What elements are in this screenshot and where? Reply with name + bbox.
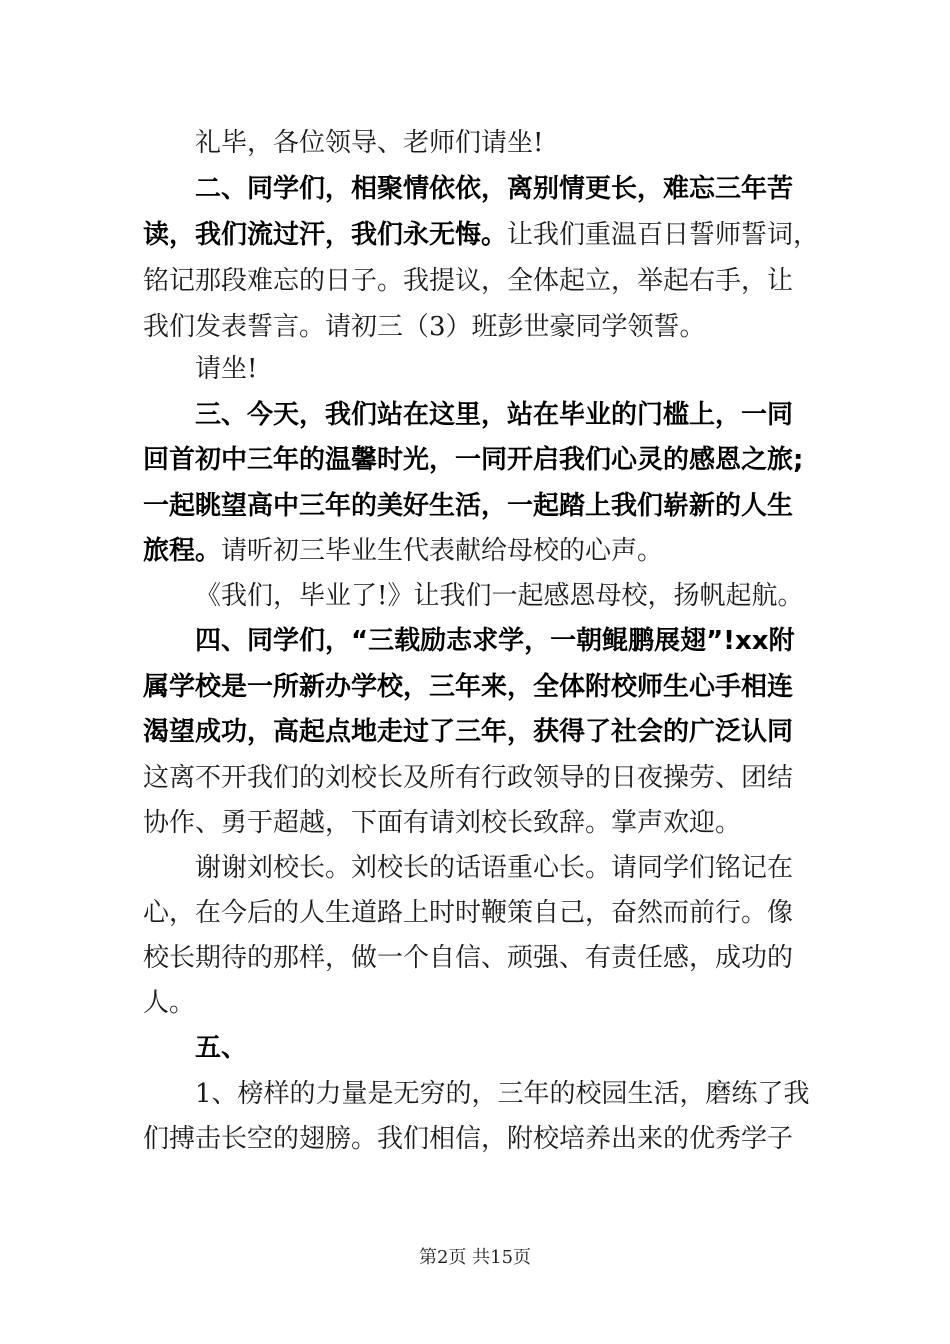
text-line bbox=[195, 171, 793, 207]
text-line bbox=[195, 623, 795, 659]
text-line bbox=[195, 850, 793, 886]
text-line bbox=[143, 1121, 793, 1157]
text-line bbox=[195, 1076, 810, 1112]
text-line bbox=[143, 669, 793, 705]
regular-text: 这离不开我们的刘校长及所有行政领导的日夜操劳、团结 bbox=[143, 763, 794, 793]
page-number-footer: 第2页 共15页 bbox=[418, 1247, 532, 1268]
bold-text: 旅程。 bbox=[143, 536, 222, 566]
regular-text: 礼毕，各位领导、老师们请坐! bbox=[195, 128, 544, 158]
regular-text: 人。 bbox=[143, 988, 196, 1018]
text-line bbox=[143, 309, 706, 345]
regular-text: 请坐! bbox=[195, 354, 258, 384]
bold-text: 回首初中三年的温馨时光，一同开启我们心灵的感恩之旅; bbox=[143, 445, 804, 475]
text-line bbox=[143, 895, 793, 931]
text-line bbox=[143, 985, 195, 1021]
text-line bbox=[143, 533, 663, 569]
text-line bbox=[143, 488, 793, 524]
text-line bbox=[143, 217, 819, 253]
regular-text: 我们发表誓言。请初三（3）班彭世豪同学领誓。 bbox=[143, 312, 706, 342]
bold-text: 三、今天，我们站在这里，站在毕业的门槛上，一同 bbox=[195, 400, 794, 430]
text-line bbox=[143, 263, 793, 299]
regular-text: 《我们，毕业了!》让我们一起感恩母校，扬帆起航。 bbox=[195, 581, 804, 611]
bold-text: 渴望成功，高起点地走过了三年，获得了社会的广泛认同 bbox=[143, 717, 794, 747]
text-line bbox=[195, 125, 543, 161]
regular-text: 谢谢刘校长。刘校长的话语重心长。请同学们铭记在 bbox=[195, 853, 794, 883]
regular-text: 心，在今后的人生道路上时时鞭策自己，奋然而前行。像 bbox=[143, 898, 794, 928]
text-line bbox=[143, 714, 793, 750]
bold-text: 二、同学们，相聚情依依，离别情更长，难忘三年苦 bbox=[195, 174, 794, 204]
text-line bbox=[143, 805, 741, 841]
text-line bbox=[195, 578, 803, 614]
regular-text: 们搏击长空的翅膀。我们相信，附校培养出来的优秀学子 bbox=[143, 1124, 794, 1154]
bold-text: 属学校是一所新办学校，三年来，全体附校师生心手相连 bbox=[143, 672, 794, 702]
bold-text: 读，我们流过汗，我们永无悔。 bbox=[143, 220, 508, 250]
text-line bbox=[195, 397, 793, 433]
bold-text: 一起眺望高中三年的美好生活，一起踏上我们崭新的人生 bbox=[143, 491, 794, 521]
regular-text: 请听初三毕业生代表献给母校的心声。 bbox=[221, 536, 664, 566]
text-line bbox=[143, 442, 803, 478]
text-line bbox=[143, 940, 793, 976]
bold-text: 五、 bbox=[195, 1033, 248, 1063]
regular-text: 让我们重温百日誓师誓词， bbox=[507, 220, 820, 250]
regular-text: 铭记那段难忘的日子。我提议，全体起立，举起右手，让 bbox=[143, 266, 794, 296]
regular-text: 校长期待的那样，做一个自信、顽强、有责任感，成功的 bbox=[143, 943, 794, 973]
regular-text: 1、榜样的力量是无穷的，三年的校园生活，磨练了我 bbox=[195, 1079, 810, 1109]
text-line bbox=[195, 1030, 247, 1066]
bold-text: 四、同学们，“三载励志求学，一朝鲲鹏展翅”!xx附 bbox=[195, 626, 795, 656]
text-line bbox=[143, 760, 793, 796]
text-line bbox=[195, 351, 257, 387]
regular-text: 协作、勇于超越，下面有请刘校长致辞。掌声欢迎。 bbox=[143, 808, 742, 838]
